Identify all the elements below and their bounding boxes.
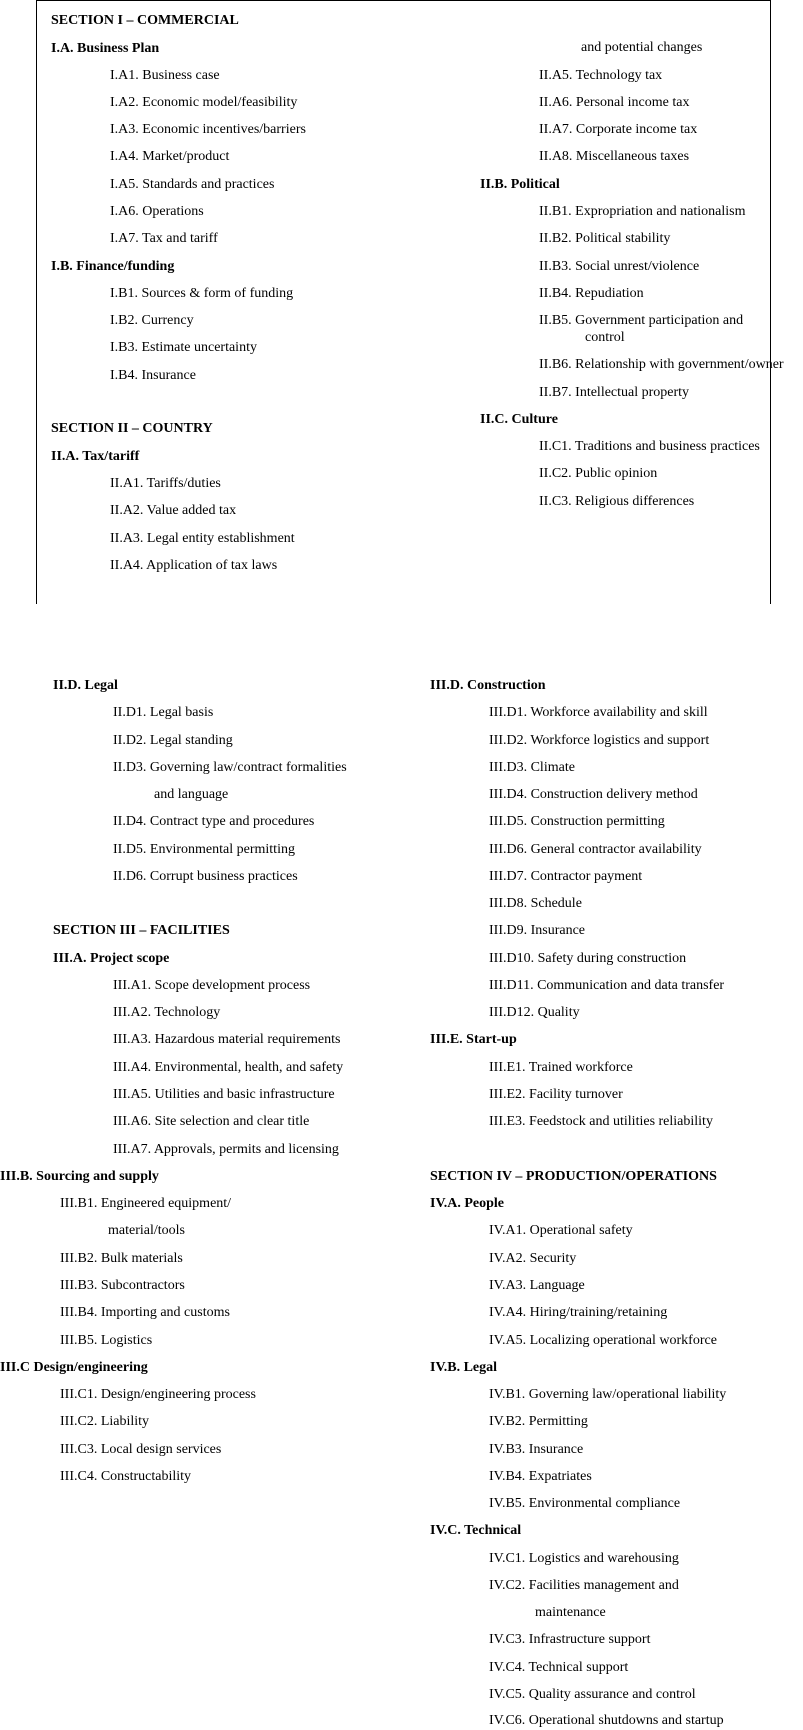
list-item: III.D1. Workforce availability and skill	[489, 705, 708, 720]
list-item: III.B5. Logistics	[60, 1333, 153, 1348]
list-item: I.B1. Sources & form of funding	[110, 286, 294, 301]
list-item: III.A7. Approvals, permits and licensing	[113, 1142, 339, 1157]
list-item: II.C2. Public opinion	[539, 466, 658, 481]
subsection-heading: III.A. Project scope	[53, 951, 170, 966]
list-item: IV.C5. Quality assurance and control	[489, 1687, 696, 1702]
list-item: IV.C3. Infrastructure support	[489, 1632, 651, 1647]
list-item: II.C3. Religious differences	[539, 494, 695, 509]
list-item: III.D3. Climate	[489, 760, 575, 775]
section-heading: SECTION I – COMMERCIAL	[51, 13, 239, 28]
list-item: III.E2. Facility turnover	[489, 1087, 623, 1102]
list-item: III.D12. Quality	[489, 1005, 580, 1020]
list-item: II.A5. Technology tax	[539, 68, 663, 83]
list-item: III.C4. Constructability	[60, 1469, 192, 1484]
list-item: II.B5. Government participation and	[539, 313, 744, 328]
list-item: II.A3. Legal entity establishment	[110, 531, 295, 546]
list-item: II.B4. Repudiation	[539, 286, 644, 301]
list-item: II.D2. Legal standing	[113, 733, 233, 748]
list-item: III.D10. Safety during construction	[489, 951, 687, 966]
list-item: III.A1. Scope development process	[113, 978, 311, 993]
list-item: III.D11. Communication and data transfer	[489, 978, 725, 993]
list-item: III.D2. Workforce logistics and support	[489, 733, 710, 748]
list-item: II.A4. Application of tax laws	[110, 558, 278, 573]
list-item: IV.A4. Hiring/training/retaining	[489, 1305, 668, 1320]
list-item: II.C1. Traditions and business practices	[539, 439, 760, 454]
list-item-continuation: maintenance	[535, 1605, 606, 1620]
list-item: I.A2. Economic model/feasibility	[110, 95, 298, 110]
list-item: IV.C2. Facilities management and	[489, 1578, 679, 1593]
list-item: II.B3. Social unrest/violence	[539, 259, 700, 274]
list-item: III.C1. Design/engineering process	[60, 1387, 256, 1402]
list-item: III.E3. Feedstock and utilities reliability	[489, 1114, 713, 1129]
list-item: II.B6. Relationship with government/owner	[539, 357, 784, 372]
list-item-continuation: and language	[154, 787, 229, 802]
list-item: II.D5. Environmental permitting	[113, 842, 295, 857]
subsection-heading: II.B. Political	[480, 177, 560, 192]
list-item: IV.B2. Permitting	[489, 1414, 588, 1429]
list-item: III.A3. Hazardous material requirements	[113, 1032, 341, 1047]
list-item: IV.B5. Environmental compliance	[489, 1496, 681, 1511]
list-item: IV.C4. Technical support	[489, 1660, 629, 1675]
list-item: III.A6. Site selection and clear title	[113, 1114, 310, 1129]
section-heading: SECTION IV – PRODUCTION/OPERATIONS	[430, 1169, 717, 1184]
list-item: II.A6. Personal income tax	[539, 95, 690, 110]
list-item: II.D4. Contract type and procedures	[113, 814, 315, 829]
list-item: II.A7. Corporate income tax	[539, 122, 698, 137]
subsection-heading: I.B. Finance/funding	[51, 259, 175, 274]
list-item: II.A2. Value added tax	[110, 503, 237, 518]
list-item: III.B2. Bulk materials	[60, 1251, 183, 1266]
list-item: I.A1. Business case	[110, 68, 220, 83]
list-item: III.D6. General contractor availability	[489, 842, 702, 857]
list-item: III.B4. Importing and customs	[60, 1305, 230, 1320]
list-item: I.B2. Currency	[110, 313, 194, 328]
list-item: II.B1. Expropriation and nationalism	[539, 204, 746, 219]
list-item: IV.A2. Security	[489, 1251, 577, 1266]
list-item: I.A3. Economic incentives/barriers	[110, 122, 306, 137]
list-item: III.D7. Contractor payment	[489, 869, 643, 884]
list-item: IV.B3. Insurance	[489, 1442, 584, 1457]
subsection-heading: IV.C. Technical	[430, 1523, 522, 1538]
list-item: I.A4. Market/product	[110, 149, 230, 164]
list-item: IV.B4. Expatriates	[489, 1469, 592, 1484]
subsection-heading: I.A. Business Plan	[51, 41, 160, 56]
list-item: III.D8. Schedule	[489, 896, 582, 911]
subsection-heading: IV.B. Legal	[430, 1360, 498, 1375]
list-item: II.B7. Intellectual property	[539, 385, 690, 400]
list-item-continuation: and potential changes	[581, 40, 703, 55]
subsection-heading: III.D. Construction	[430, 678, 546, 693]
list-item: I.A5. Standards and practices	[110, 177, 275, 192]
list-item: I.B4. Insurance	[110, 368, 196, 383]
list-item: III.A4. Environmental, health, and safety	[113, 1060, 344, 1075]
list-item: III.E1. Trained workforce	[489, 1060, 633, 1075]
list-item: II.A1. Tariffs/duties	[110, 476, 221, 491]
list-item: IV.A1. Operational safety	[489, 1223, 633, 1238]
subsection-heading: III.B. Sourcing and supply	[0, 1169, 159, 1184]
list-item: III.D4. Construction delivery method	[489, 787, 698, 802]
list-item: III.C3. Local design services	[60, 1442, 222, 1457]
subsection-heading: II.D. Legal	[53, 678, 118, 693]
section-heading: SECTION II – COUNTRY	[51, 421, 213, 436]
list-item-continuation: control	[585, 330, 625, 345]
subsection-heading: III.E. Start-up	[430, 1032, 517, 1047]
subsection-heading: IV.A. People	[430, 1196, 505, 1211]
list-item: II.D6. Corrupt business practices	[113, 869, 298, 884]
list-item: IV.C6. Operational shutdowns and startup	[489, 1713, 724, 1728]
list-item: I.A6. Operations	[110, 204, 204, 219]
list-item: II.D3. Governing law/contract formalities	[113, 760, 347, 775]
list-item: III.B1. Engineered equipment/	[60, 1196, 232, 1211]
list-item: IV.C1. Logistics and warehousing	[489, 1551, 679, 1566]
list-item: III.A2. Technology	[113, 1005, 221, 1020]
list-item: III.C2. Liability	[60, 1414, 150, 1429]
list-item: IV.A5. Localizing operational workforce	[489, 1333, 717, 1348]
subsection-heading: II.A. Tax/tariff	[51, 449, 140, 464]
list-item: III.D9. Insurance	[489, 923, 586, 938]
list-item: IV.B1. Governing law/operational liability	[489, 1387, 727, 1402]
section-heading: SECTION III – FACILITIES	[53, 923, 230, 938]
list-item: III.A5. Utilities and basic infrastructure	[113, 1087, 335, 1102]
list-item: III.B3. Subcontractors	[60, 1278, 185, 1293]
list-item: II.D1. Legal basis	[113, 705, 214, 720]
subsection-heading: II.C. Culture	[480, 412, 558, 427]
list-item: I.A7. Tax and tariff	[110, 231, 218, 246]
list-item-continuation: material/tools	[108, 1223, 185, 1238]
list-item: II.A8. Miscellaneous taxes	[539, 149, 690, 164]
subsection-heading: III.C Design/engineering	[0, 1360, 148, 1375]
list-item: II.B2. Political stability	[539, 231, 671, 246]
list-item: I.B3. Estimate uncertainty	[110, 340, 257, 355]
list-item: III.D5. Construction permitting	[489, 814, 665, 829]
list-item: IV.A3. Language	[489, 1278, 585, 1293]
